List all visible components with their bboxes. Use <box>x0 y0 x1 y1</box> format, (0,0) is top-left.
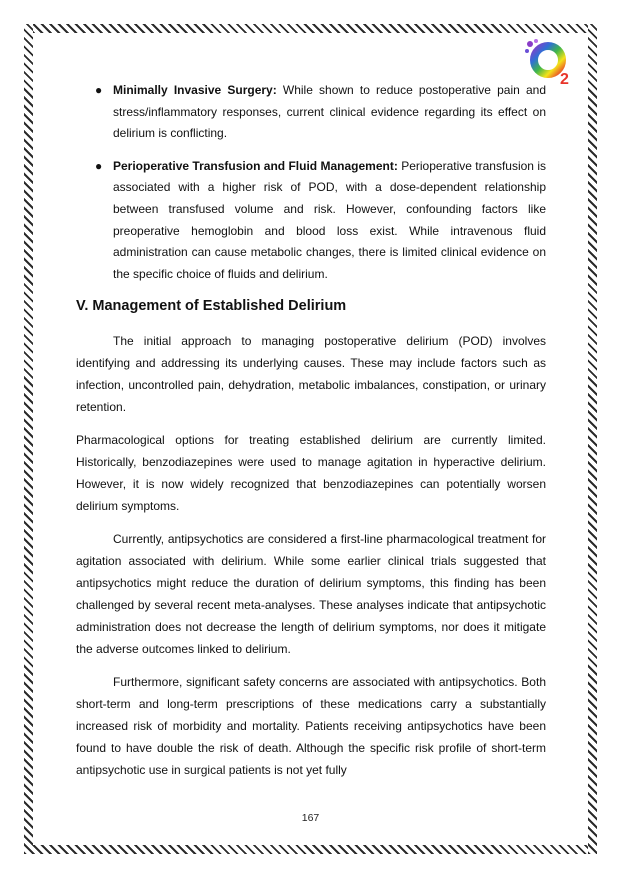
bullet-dot-icon: ● <box>95 158 103 173</box>
paragraph: Furthermore, significant safety concerns are associated with antipsychotics. Both short-term and long-term prescriptions of these medications carry a substantially increased risk of morbidity and mortality. Patients receiving antipsychotics have been found to have double the risk of death. Although the specific risk profile of short-term antipsychotic use in surgical patients is not yet fully <box>76 675 546 778</box>
bullet-text: Perioperative transfusion is associated with a higher risk of POD, with a dose-dependent relationship between transfused volume and risk. However, confounding factors like preoperative hemoglobin and blood loss exist. While intravenous fluid administration can cause metabolic changes, there is limited clinical evidence on the specific choice of fluids and delirium. <box>113 158 547 281</box>
paragraph: Pharmacological options for treating established delirium are currently limited. Historically, benzodiazepines were used to manage agitation in hyperactive delirium. However, it is now widely recognized that benzodiazepines can potentially worsen delirium symptoms. <box>76 433 546 514</box>
bullet-dot-icon: ● <box>95 83 103 97</box>
section-heading: V. Management of Established Delirium <box>76 298 347 315</box>
bullet-term: Perioperative Transfusion and Fluid Management: <box>113 158 398 173</box>
bullet-item-perioperative-transfusion <box>76 156 546 286</box>
paragraph: The initial approach to managing postoperative delirium (POD) involves identifying and addressing its underlying causes. These may include factors such as infection, uncontrolled pain, dehydration, metabolic imbalances, constipation, or urinary retention. <box>76 334 546 415</box>
bullet-text: While shown to reduce postoperative pain and stress/inflammatory responses, current clinical evidence regarding its effect on delirium is conflicting. <box>113 83 546 141</box>
page-border-top <box>24 24 597 33</box>
page-number: 167 <box>301 812 320 824</box>
page-content <box>76 80 546 792</box>
bullet-list <box>76 80 546 285</box>
page-border-left <box>24 24 33 854</box>
bullet-item-minimally-invasive-surgery <box>76 80 546 145</box>
page-border-bottom <box>24 845 597 854</box>
svg-text:2: 2 <box>560 71 569 88</box>
page-border-right <box>588 24 597 854</box>
paragraph: Currently, antipsychotics are considered a first-line pharmacological treatment for agitation associated with delirium. While some earlier clinical trials suggested that antipsychotics might reduce the duration of delirium symptoms, this finding has been challenged by several recent meta-analyses. These analyses indicate that antipsychotic administration does not decrease the length of delirium symptoms, nor does it mitigate the adverse outcomes linked to delirium. <box>76 532 546 657</box>
bullet-term: Minimally Invasive Surgery: <box>113 83 277 97</box>
